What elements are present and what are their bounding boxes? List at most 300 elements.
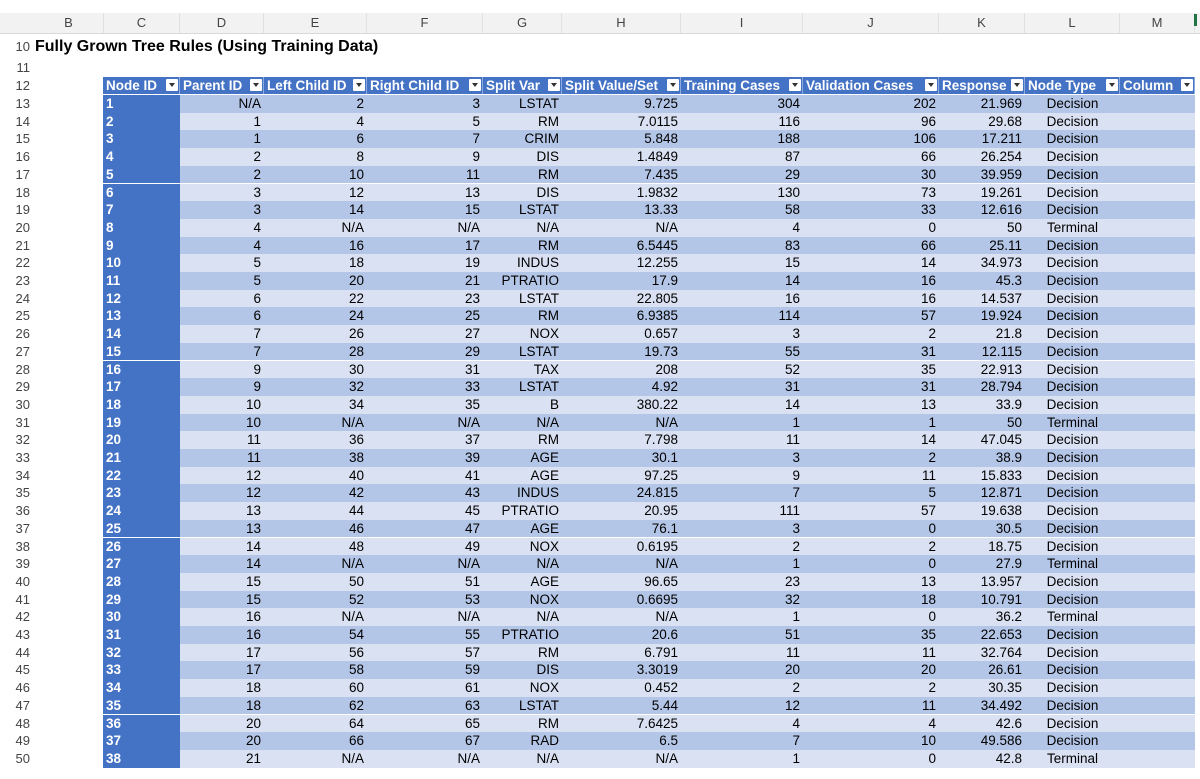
table-cell[interactable]: N/A <box>655 556 678 572</box>
table-cell[interactable]: Decision <box>1046 343 1099 359</box>
table-cell[interactable]: 5 <box>253 255 261 271</box>
table-cell[interactable]: 20 <box>920 662 936 678</box>
table-cell[interactable]: 13 <box>464 184 480 200</box>
table-cell[interactable]: LSTAT <box>518 202 559 218</box>
table-cell[interactable]: Decision <box>1046 467 1099 483</box>
table-cell[interactable]: N/A <box>536 414 559 430</box>
row-number[interactable]: 16 <box>15 149 30 165</box>
table-cell[interactable]: 19.924 <box>980 308 1022 324</box>
table-cell[interactable]: 1 <box>928 414 936 430</box>
row-number[interactable]: 35 <box>15 485 30 501</box>
table-cell[interactable]: 13 <box>245 520 261 536</box>
table-cell[interactable]: 25 <box>464 308 480 324</box>
table-cell[interactable]: 130 <box>777 184 800 200</box>
table-cell[interactable]: N/A <box>655 414 678 430</box>
table-cell[interactable]: 188 <box>777 131 800 147</box>
table-cell[interactable]: 11 <box>246 450 261 465</box>
table-cell[interactable]: 8 <box>356 149 364 165</box>
table-cell[interactable]: 6 <box>253 290 261 306</box>
table-cell[interactable]: 29.68 <box>988 113 1022 129</box>
table-cell[interactable]: 44 <box>348 503 364 519</box>
table-cell[interactable]: 38.9 <box>995 450 1022 465</box>
table-cell[interactable]: 16 <box>920 290 936 306</box>
table-row[interactable] <box>103 644 1195 662</box>
node-id-cell[interactable]: 13 <box>103 307 180 325</box>
table-cell[interactable]: 14 <box>920 255 936 271</box>
table-cell[interactable]: 9 <box>253 379 261 395</box>
table-cell[interactable]: Decision <box>1046 237 1099 253</box>
table-cell[interactable]: 4 <box>356 113 364 129</box>
node-id-cell[interactable]: 29 <box>103 591 180 609</box>
table-cell[interactable]: 96.65 <box>644 573 678 589</box>
table-cell[interactable]: 7 <box>253 343 261 359</box>
node-id-cell[interactable]: 1 <box>103 95 180 113</box>
table-cell[interactable]: Terminal <box>1046 750 1098 766</box>
node-id-cell[interactable]: 10 <box>103 254 180 272</box>
node-id-cell[interactable]: 20 <box>103 431 180 449</box>
table-cell[interactable]: 6.5 <box>659 733 678 749</box>
table-row[interactable] <box>103 750 1195 768</box>
table-cell[interactable]: 17 <box>464 237 480 253</box>
table-cell[interactable]: 31 <box>464 361 480 377</box>
table-cell[interactable]: 7 <box>792 485 800 501</box>
table-cell[interactable]: 106 <box>913 131 936 147</box>
node-id-cell[interactable]: 14 <box>103 325 180 343</box>
table-cell[interactable]: 18 <box>920 591 936 607</box>
table-cell[interactable]: 14.537 <box>980 290 1022 306</box>
table-cell[interactable]: 73 <box>920 184 936 200</box>
table-cell[interactable]: 14 <box>920 432 936 448</box>
filter-dropdown-icon[interactable] <box>1011 79 1023 91</box>
column-header-j[interactable]: J <box>803 13 939 33</box>
table-cell[interactable]: 1 <box>792 414 800 430</box>
table-cell[interactable]: 16 <box>245 609 261 625</box>
table-row[interactable] <box>103 732 1195 750</box>
table-cell[interactable]: 16 <box>245 627 261 642</box>
table-cell[interactable]: 33.9 <box>995 396 1022 412</box>
column-header-g[interactable]: G <box>483 13 562 33</box>
table-cell[interactable]: RM <box>538 432 559 448</box>
table-cell[interactable]: 13 <box>245 503 261 519</box>
table-cell[interactable]: Decision <box>1046 184 1099 200</box>
table-cell[interactable]: 6.791 <box>644 644 678 660</box>
table-cell[interactable]: 18 <box>245 680 261 696</box>
table-cell[interactable]: 9 <box>472 149 480 165</box>
table-cell[interactable]: 30.35 <box>988 680 1022 696</box>
table-cell[interactable]: 1.9832 <box>636 184 678 200</box>
table-row[interactable] <box>103 396 1195 414</box>
row-number[interactable]: 32 <box>15 432 30 448</box>
table-cell[interactable]: Decision <box>1046 450 1099 465</box>
table-cell[interactable]: 35 <box>920 361 936 377</box>
node-id-cell[interactable]: 30 <box>103 608 180 626</box>
table-cell[interactable]: 202 <box>913 96 936 111</box>
table-cell[interactable]: 17.9 <box>651 273 678 288</box>
table-cell[interactable]: 31 <box>920 343 936 359</box>
filter-dropdown-icon[interactable] <box>667 79 679 91</box>
table-cell[interactable]: 1 <box>253 131 261 147</box>
row-number[interactable]: 39 <box>15 556 30 572</box>
table-cell[interactable]: 1 <box>792 556 800 572</box>
node-id-cell[interactable]: 34 <box>103 679 180 697</box>
header-node-type[interactable] <box>1025 77 1120 94</box>
table-cell[interactable]: 30.5 <box>995 520 1022 536</box>
table-cell[interactable]: 10 <box>245 396 261 412</box>
node-id-cell[interactable]: 31 <box>103 626 180 644</box>
filter-dropdown-icon[interactable] <box>469 79 481 91</box>
table-cell[interactable]: 21.969 <box>980 96 1022 111</box>
table-cell[interactable]: 26 <box>348 326 364 342</box>
table-cell[interactable]: 66 <box>348 733 364 749</box>
table-row[interactable] <box>103 237 1195 255</box>
table-cell[interactable]: 46 <box>348 520 364 536</box>
row-number[interactable]: 17 <box>15 166 30 182</box>
node-id-cell[interactable]: 32 <box>103 644 180 662</box>
table-cell[interactable]: 34.973 <box>980 255 1022 271</box>
table-cell[interactable]: 2 <box>928 538 936 554</box>
table-cell[interactable]: 37 <box>464 432 480 448</box>
row-number[interactable]: 40 <box>15 573 30 589</box>
table-cell[interactable]: Terminal <box>1046 609 1098 625</box>
table-cell[interactable]: 22.913 <box>980 361 1022 377</box>
table-cell[interactable]: 28 <box>348 343 364 359</box>
row-number[interactable]: 20 <box>15 219 30 235</box>
table-cell[interactable]: 5 <box>928 485 936 501</box>
table-cell[interactable]: LSTAT <box>518 96 559 111</box>
table-cell[interactable]: LSTAT <box>518 290 559 306</box>
column-header-f[interactable]: F <box>367 13 483 33</box>
table-cell[interactable]: Decision <box>1046 202 1099 218</box>
row-number[interactable]: 41 <box>15 591 30 607</box>
table-cell[interactable]: 32 <box>348 379 364 395</box>
table-cell[interactable]: 4 <box>253 219 261 235</box>
table-cell[interactable]: 36 <box>348 432 364 448</box>
table-cell[interactable]: 20.6 <box>651 627 678 642</box>
table-cell[interactable]: 0 <box>928 609 936 625</box>
row-number[interactable]: 14 <box>15 113 30 129</box>
header-node-id[interactable] <box>103 77 180 94</box>
column-header-l[interactable]: L <box>1025 13 1120 33</box>
row-number[interactable]: 21 <box>15 237 30 253</box>
table-cell[interactable]: 6.5445 <box>636 237 678 253</box>
table-cell[interactable]: 39 <box>464 450 480 465</box>
table-cell[interactable]: 24 <box>348 308 364 324</box>
table-cell[interactable]: N/A <box>457 750 480 766</box>
table-cell[interactable]: 7.798 <box>644 432 678 448</box>
table-cell[interactable]: 51 <box>784 627 800 642</box>
node-id-cell[interactable]: 33 <box>103 661 180 679</box>
table-cell[interactable]: PTRATIO <box>501 627 559 642</box>
node-id-cell[interactable]: 23 <box>103 484 180 502</box>
column-header-i[interactable]: I <box>681 13 803 33</box>
table-cell[interactable]: 0 <box>928 556 936 572</box>
table-cell[interactable]: RAD <box>530 733 559 749</box>
table-cell[interactable]: Decision <box>1046 432 1099 448</box>
table-cell[interactable]: 7.0115 <box>637 113 678 129</box>
header-split-value[interactable] <box>562 77 681 94</box>
node-id-cell[interactable]: 12 <box>103 290 180 308</box>
table-cell[interactable]: 4 <box>792 715 800 731</box>
table-row[interactable] <box>103 325 1195 343</box>
table-cell[interactable]: 66 <box>920 237 936 253</box>
table-row[interactable] <box>103 414 1195 432</box>
table-cell[interactable]: DIS <box>536 149 559 165</box>
table-cell[interactable]: 19.638 <box>980 503 1022 519</box>
table-cell[interactable]: N/A <box>536 556 559 572</box>
table-cell[interactable]: 0.452 <box>644 680 678 696</box>
filter-dropdown-icon[interactable] <box>925 79 937 91</box>
table-cell[interactable]: 14 <box>784 273 800 288</box>
table-cell[interactable]: 26.61 <box>988 662 1022 678</box>
row-number[interactable]: 45 <box>15 662 30 678</box>
table-cell[interactable]: N/A <box>457 556 480 572</box>
table-cell[interactable]: 1 <box>253 113 261 129</box>
table-cell[interactable]: 1.4849 <box>636 149 678 165</box>
node-id-cell[interactable]: 26 <box>103 538 180 556</box>
table-cell[interactable]: AGE <box>530 520 559 536</box>
table-cell[interactable]: 34.492 <box>980 697 1022 713</box>
table-cell[interactable]: 38 <box>348 450 364 465</box>
table-cell[interactable]: NOX <box>529 326 559 342</box>
table-cell[interactable]: 63 <box>464 697 480 713</box>
table-cell[interactable]: 3.3019 <box>636 662 678 678</box>
table-cell[interactable]: 16 <box>784 290 800 306</box>
table-row[interactable] <box>103 679 1195 697</box>
table-cell[interactable]: 28.794 <box>980 379 1022 395</box>
row-number[interactable]: 46 <box>15 680 30 696</box>
node-id-cell[interactable]: 2 <box>103 113 180 131</box>
table-cell[interactable]: B <box>549 396 559 412</box>
table-cell[interactable]: Decision <box>1046 273 1099 288</box>
table-cell[interactable]: PTRATIO <box>501 273 559 288</box>
table-cell[interactable]: 22.805 <box>636 290 678 306</box>
table-cell[interactable]: 14 <box>784 396 800 412</box>
table-cell[interactable]: Decision <box>1046 715 1099 731</box>
table-cell[interactable]: 3 <box>792 520 800 536</box>
table-row[interactable] <box>103 538 1195 556</box>
header-split-var[interactable] <box>483 77 562 94</box>
table-cell[interactable]: 30 <box>348 361 364 377</box>
table-cell[interactable]: Decision <box>1046 680 1099 696</box>
table-cell[interactable]: 12 <box>784 697 800 713</box>
table-cell[interactable]: 5 <box>253 273 261 288</box>
table-cell[interactable]: RM <box>538 644 559 660</box>
row-number[interactable]: 38 <box>15 538 30 554</box>
table-cell[interactable]: 0.657 <box>644 326 678 342</box>
table-cell[interactable]: 65 <box>464 715 480 731</box>
table-cell[interactable]: 11 <box>785 432 800 448</box>
table-cell[interactable]: Decision <box>1046 573 1099 589</box>
table-cell[interactable]: N/A <box>536 750 559 766</box>
table-cell[interactable]: 39.959 <box>980 166 1022 182</box>
table-cell[interactable]: 9.725 <box>644 96 678 111</box>
table-cell[interactable]: 12.115 <box>981 343 1022 359</box>
table-cell[interactable]: 35 <box>920 627 936 642</box>
table-cell[interactable]: 42.6 <box>995 715 1022 731</box>
table-cell[interactable]: 34 <box>348 396 364 412</box>
table-cell[interactable]: 17 <box>245 644 261 660</box>
table-row[interactable] <box>103 201 1195 219</box>
table-cell[interactable]: LSTAT <box>518 379 559 395</box>
table-cell[interactable]: 60 <box>348 680 364 696</box>
table-cell[interactable]: 57 <box>464 644 480 660</box>
table-row[interactable] <box>103 113 1195 131</box>
column-header-c[interactable]: C <box>104 13 180 33</box>
table-cell[interactable]: 56 <box>348 644 364 660</box>
table-row[interactable] <box>103 484 1195 502</box>
table-cell[interactable]: 20 <box>348 273 364 288</box>
table-cell[interactable]: 18 <box>245 697 261 713</box>
table-cell[interactable]: AGE <box>530 573 559 589</box>
table-cell[interactable]: 27 <box>464 326 480 342</box>
table-cell[interactable]: N/A <box>536 609 559 625</box>
table-cell[interactable]: 11 <box>921 467 936 483</box>
table-cell[interactable]: 2 <box>253 149 261 165</box>
table-cell[interactable]: 3 <box>472 96 480 111</box>
table-cell[interactable]: RM <box>538 308 559 324</box>
table-cell[interactable]: RM <box>538 715 559 731</box>
row-number[interactable]: 19 <box>15 202 30 218</box>
table-cell[interactable]: 15 <box>245 573 261 589</box>
table-cell[interactable]: 12.616 <box>980 202 1022 218</box>
table-cell[interactable]: N/A <box>536 219 559 235</box>
table-cell[interactable]: Decision <box>1046 520 1099 536</box>
table-cell[interactable]: 35 <box>464 396 480 412</box>
table-cell[interactable]: 15 <box>464 202 480 218</box>
table-cell[interactable]: 208 <box>655 361 678 377</box>
table-cell[interactable]: INDUS <box>516 255 559 271</box>
node-id-cell[interactable]: 18 <box>103 396 180 414</box>
row-number[interactable]: 37 <box>15 520 30 536</box>
table-cell[interactable]: 47.045 <box>980 432 1022 448</box>
node-id-cell[interactable]: 16 <box>103 361 180 379</box>
header-right-child-id[interactable] <box>367 77 483 94</box>
table-row[interactable] <box>103 361 1195 379</box>
row-number[interactable]: 10 <box>15 39 30 54</box>
table-cell[interactable]: 3 <box>792 450 800 465</box>
row-number[interactable]: 18 <box>15 184 30 200</box>
table-cell[interactable]: Decision <box>1046 591 1099 607</box>
table-cell[interactable]: N/A <box>341 219 364 235</box>
table-cell[interactable]: 21 <box>245 750 261 766</box>
row-number[interactable]: 26 <box>15 326 30 342</box>
table-cell[interactable]: 2 <box>792 680 800 696</box>
node-id-cell[interactable]: 28 <box>103 573 180 591</box>
table-cell[interactable]: 41 <box>464 467 480 483</box>
table-cell[interactable]: 58 <box>784 202 800 218</box>
table-cell[interactable]: 17.211 <box>981 131 1022 147</box>
table-cell[interactable]: 52 <box>784 361 800 377</box>
row-number[interactable]: 42 <box>15 609 30 625</box>
node-id-cell[interactable]: 15 <box>103 343 180 361</box>
table-cell[interactable]: Decision <box>1046 361 1099 377</box>
node-id-cell[interactable]: 36 <box>103 715 180 733</box>
column-header-m[interactable]: M <box>1120 13 1195 33</box>
table-cell[interactable]: 11 <box>246 432 261 448</box>
table-cell[interactable]: 6 <box>253 308 261 324</box>
filter-dropdown-icon[interactable] <box>1106 79 1118 91</box>
row-number[interactable]: 34 <box>15 467 30 483</box>
table-cell[interactable]: N/A <box>457 219 480 235</box>
table-cell[interactable]: 31 <box>920 379 936 395</box>
table-cell[interactable]: 1 <box>792 609 800 625</box>
table-cell[interactable]: 380.22 <box>636 396 678 412</box>
column-header-h[interactable]: H <box>562 13 681 33</box>
table-cell[interactable]: 2 <box>928 680 936 696</box>
column-header-d[interactable]: D <box>180 13 264 33</box>
table-cell[interactable]: 87 <box>784 149 800 165</box>
filter-dropdown-icon[interactable] <box>250 79 262 91</box>
table-cell[interactable]: 27.9 <box>995 556 1022 572</box>
table-cell[interactable]: N/A <box>341 609 364 625</box>
table-cell[interactable]: 6 <box>356 131 364 147</box>
table-cell[interactable]: N/A <box>341 556 364 572</box>
table-cell[interactable]: 0 <box>928 219 936 235</box>
table-cell[interactable]: 97.25 <box>644 467 678 483</box>
table-cell[interactable]: Terminal <box>1046 556 1098 572</box>
table-cell[interactable]: 49.586 <box>980 733 1022 749</box>
row-number[interactable]: 44 <box>15 644 30 660</box>
row-number[interactable]: 13 <box>15 96 30 111</box>
table-cell[interactable]: AGE <box>530 450 559 465</box>
table-cell[interactable]: 42 <box>348 485 364 501</box>
table-cell[interactable]: 7.6425 <box>636 715 678 731</box>
row-number[interactable]: 22 <box>15 255 30 271</box>
table-cell[interactable]: 116 <box>778 113 800 129</box>
table-cell[interactable]: Decision <box>1046 326 1099 342</box>
table-cell[interactable]: N/A <box>457 609 480 625</box>
table-cell[interactable]: 20 <box>245 715 261 731</box>
filter-dropdown-icon[interactable] <box>548 79 560 91</box>
table-cell[interactable]: 4 <box>928 715 936 731</box>
node-id-cell[interactable]: 6 <box>103 184 180 202</box>
table-row[interactable] <box>103 272 1195 290</box>
table-row[interactable] <box>103 449 1195 467</box>
table-row[interactable] <box>103 661 1195 679</box>
table-cell[interactable]: RM <box>538 166 559 182</box>
table-cell[interactable]: 40 <box>348 467 364 483</box>
table-cell[interactable]: 47 <box>464 520 480 536</box>
table-cell[interactable]: 30.1 <box>651 450 678 465</box>
table-cell[interactable]: 48 <box>348 538 364 554</box>
node-id-cell[interactable]: 35 <box>103 697 180 715</box>
table-cell[interactable]: NOX <box>529 591 559 607</box>
node-id-cell[interactable]: 5 <box>103 166 180 184</box>
table-cell[interactable]: 62 <box>348 697 364 713</box>
filter-dropdown-icon[interactable] <box>1181 79 1193 91</box>
table-cell[interactable]: 49 <box>464 538 480 554</box>
table-cell[interactable]: N/A <box>341 414 364 430</box>
table-cell[interactable]: DIS <box>536 184 559 200</box>
table-row[interactable] <box>103 502 1195 520</box>
table-cell[interactable]: TAX <box>533 361 559 377</box>
header-response[interactable] <box>939 77 1025 94</box>
table-cell[interactable]: 22.653 <box>980 627 1022 642</box>
table-cell[interactable]: 25.11 <box>989 237 1022 253</box>
table-cell[interactable]: 18 <box>348 255 364 271</box>
table-cell[interactable]: 57 <box>920 503 936 519</box>
table-cell[interactable]: 29 <box>784 166 800 182</box>
column-header-e[interactable]: E <box>264 13 367 33</box>
header-training-cases[interactable] <box>681 77 803 94</box>
table-cell[interactable]: 13 <box>920 573 936 589</box>
table-cell[interactable]: 19 <box>464 255 480 271</box>
table-cell[interactable]: Decision <box>1046 166 1099 182</box>
table-cell[interactable]: N/A <box>341 750 364 766</box>
table-cell[interactable]: 0 <box>928 750 936 766</box>
table-cell[interactable]: 42.8 <box>995 750 1022 766</box>
table-cell[interactable]: LSTAT <box>518 343 559 359</box>
